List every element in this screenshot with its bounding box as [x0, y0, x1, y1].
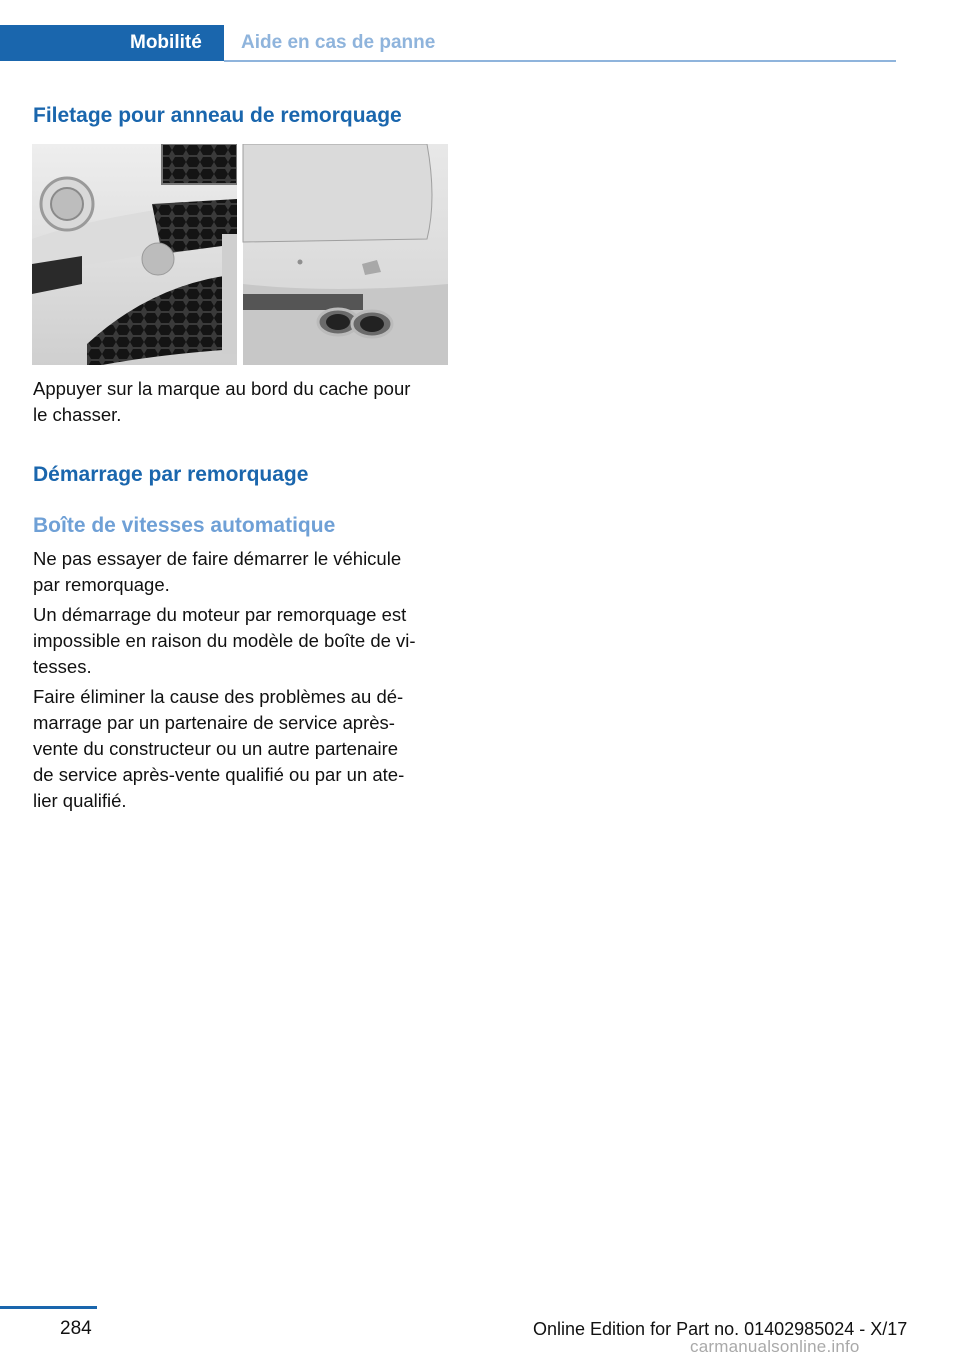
watermark: carmanualsonline.info: [690, 1337, 860, 1356]
filetage-instruction: [33, 376, 449, 428]
page-number: 284: [60, 1318, 92, 1339]
text-line: le chasser.: [33, 404, 122, 425]
text-line: tesses.: [33, 656, 92, 677]
page-header: [0, 0, 960, 62]
header-tab-mobilite: Mobilité: [0, 25, 224, 61]
text-line: Appuyer sur la marque au bord du cache pour: [33, 378, 411, 399]
text-line: vente du constructeur ou un autre partenaire: [33, 738, 399, 759]
edition-note: Online Edition for Part no. 01402985024 - X/17: [533, 1319, 908, 1339]
text-line: par remorquage.: [33, 574, 170, 595]
header-divider: [224, 60, 896, 62]
text-line: Faire éliminer la cause des problèmes au dé‐: [33, 686, 404, 707]
section-title-demarrage: Démarrage par remorquage: [33, 463, 309, 486]
text-line: impossible en raison du modèle de boîte de vi‐: [33, 630, 416, 651]
text-line: lier qualifié.: [33, 790, 127, 811]
paragraph-2: [33, 602, 449, 680]
subsection-title-boite-automatique: Boîte de vitesses automatique: [33, 514, 336, 537]
footer-divider: [0, 1306, 97, 1309]
text-line: Ne pas essayer de faire démarrer le véhicule: [33, 548, 402, 569]
text-line: marrage par un partenaire de service après-: [33, 712, 395, 733]
text-line: Un démarrage du moteur par remorquage est: [33, 604, 407, 625]
text-line: de service après-vente qualifié ou par un ate‐: [33, 764, 405, 785]
paragraph-3: [33, 684, 449, 814]
section-title-filetage: Filetage pour anneau de remorquage: [33, 104, 402, 127]
towing-eye-thread-illustration: [32, 144, 448, 365]
paragraph-1: [33, 546, 449, 598]
header-tab-aide-en-cas-de-panne: Aide en cas de panne: [241, 32, 436, 53]
